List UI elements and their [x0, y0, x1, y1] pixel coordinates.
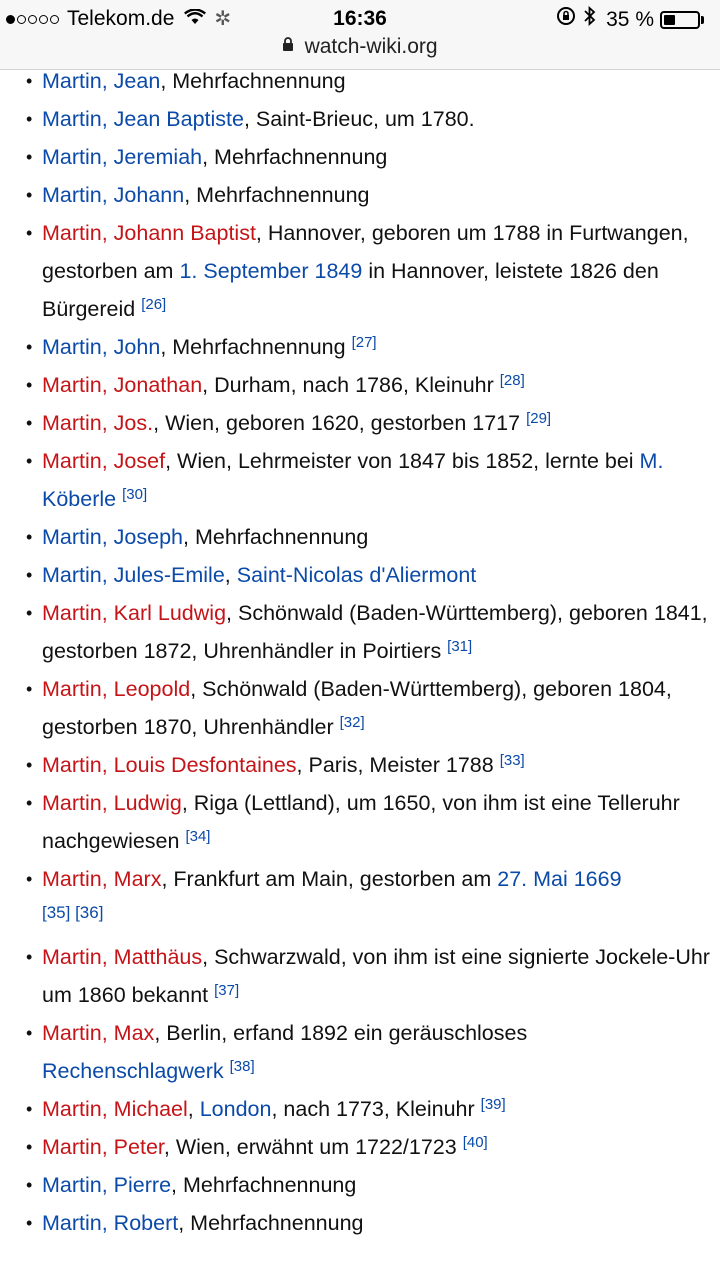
- entry-text: , Mehrfachnennung: [171, 1173, 357, 1197]
- inline-link[interactable]: Rechenschlagwerk: [42, 1059, 224, 1083]
- entry-text: ,: [187, 1097, 200, 1121]
- list-item: [0, 784, 720, 860]
- reference-link[interactable]: [32]: [339, 714, 365, 731]
- name-link[interactable]: Martin, Max: [42, 1021, 155, 1045]
- name-link[interactable]: Martin, Jean Baptiste: [42, 107, 244, 131]
- carrier-name: Telekom.de: [67, 7, 175, 30]
- reference-link[interactable]: [28]: [499, 372, 525, 389]
- name-link[interactable]: Martin, Pierre: [42, 1173, 172, 1197]
- entry-text: , Wien, geboren 1620, gestorben 1717: [153, 411, 527, 435]
- entry-text: , Hannover, geboren um 1788 in Furtwangen, gestorben am: [42, 221, 689, 283]
- entry-text: , Durham, nach 1786, Kleinuhr: [202, 373, 500, 397]
- reference-links[interactable]: [35] [36]: [42, 903, 104, 922]
- entry-text: , Wien, Lehrmeister von 1847 bis 1852, lernte bei: [165, 449, 640, 473]
- orientation-lock-icon: [556, 6, 576, 33]
- bluetooth-icon: [584, 6, 596, 33]
- list-item: [0, 556, 720, 594]
- name-link[interactable]: Martin, Johann Baptist: [42, 221, 256, 245]
- reference-link[interactable]: [30]: [122, 486, 148, 503]
- lock-icon: [282, 39, 298, 56]
- reference-link[interactable]: [34]: [185, 828, 211, 845]
- list-item: [0, 670, 720, 746]
- reference-link[interactable]: [37]: [214, 982, 240, 999]
- name-link[interactable]: Martin, Karl Ludwig: [42, 601, 227, 625]
- name-link[interactable]: Martin, Robert: [42, 1211, 179, 1235]
- list-item: [0, 938, 720, 1014]
- name-link[interactable]: Martin, Jeremiah: [42, 145, 203, 169]
- list-item: [0, 100, 720, 138]
- list-item: [0, 1014, 720, 1090]
- list-item: [0, 860, 720, 928]
- entry-text: , Mehrfachnennung: [178, 1211, 364, 1235]
- entry-text: , Schönwald (Baden-Württemberg), geboren 1841, gestorben 1872, Uhrenhändler in Poirtiers: [42, 601, 708, 663]
- list-item: [0, 176, 720, 214]
- entry-text: , Mehrfachnennung: [160, 335, 352, 359]
- list-item: [0, 366, 720, 404]
- battery-percentage: 35 %: [606, 7, 654, 31]
- reference-link[interactable]: [40]: [462, 1134, 488, 1151]
- entry-text: , Schönwald (Baden-Württemberg), geboren 1804, gestorben 1870, Uhrenhändler: [42, 677, 672, 739]
- entry-text: in Hannover, leistete 1826 den Bürgereid: [42, 259, 659, 321]
- clock: 16:36: [333, 7, 387, 30]
- entry-text: , Frankfurt am Main, gestorben am: [161, 867, 498, 891]
- entry-text: , Mehrfachnennung: [184, 183, 370, 207]
- entry-text: , nach 1773, Kleinuhr: [271, 1097, 481, 1121]
- list-item: [0, 328, 720, 366]
- name-link[interactable]: Martin, Michael: [42, 1097, 188, 1121]
- battery-level-fill: [664, 15, 675, 25]
- status-right: [556, 6, 704, 33]
- inline-link[interactable]: Saint-Nicolas d'Aliermont: [236, 563, 477, 587]
- entry-text: , Saint-Brieuc, um 1780.: [243, 107, 475, 131]
- name-link[interactable]: Martin, Ludwig: [42, 791, 182, 815]
- name-link[interactable]: Martin, Jean: [42, 69, 161, 93]
- list-item: [0, 1166, 720, 1204]
- name-link[interactable]: Martin, Johann: [42, 183, 185, 207]
- list-item: [0, 1128, 720, 1166]
- list-item: [0, 1204, 720, 1242]
- reference-link[interactable]: [39]: [480, 1096, 506, 1113]
- name-link[interactable]: Martin, Joseph: [42, 525, 184, 549]
- list-item: [0, 404, 720, 442]
- entry-text: , Wien, erwähnt um 1722/1723: [163, 1135, 463, 1159]
- list-item: [0, 594, 720, 670]
- inline-link[interactable]: M. Köberle: [42, 449, 664, 511]
- name-link[interactable]: Martin, John: [42, 335, 161, 359]
- reference-link[interactable]: [26]: [141, 296, 167, 313]
- list-item: [0, 1090, 720, 1128]
- url-domain: watch-wiki.org: [304, 35, 438, 58]
- browser-top-bar: [0, 0, 720, 70]
- date-link[interactable]: 1. September 1849: [179, 259, 363, 283]
- entry-text: ,: [224, 563, 237, 587]
- name-link[interactable]: Martin, Louis Desfontaines: [42, 753, 297, 777]
- name-link[interactable]: Martin, Leopold: [42, 677, 191, 701]
- reference-link[interactable]: [27]: [351, 334, 377, 351]
- watchmaker-list: [0, 62, 720, 1242]
- list-item: [0, 442, 720, 518]
- loading-spinner-icon: ✲: [214, 8, 232, 30]
- reference-link[interactable]: [29]: [526, 410, 552, 427]
- inline-link[interactable]: London: [199, 1097, 272, 1121]
- entry-text: , Mehrfachnennung: [183, 525, 369, 549]
- name-link[interactable]: Martin, Marx: [42, 867, 162, 891]
- entry-text: , Paris, Meister 1788: [296, 753, 500, 777]
- list-item: [0, 214, 720, 328]
- list-item: [0, 518, 720, 556]
- name-link[interactable]: Martin, Josef: [42, 449, 166, 473]
- reference-link[interactable]: [31]: [447, 638, 473, 655]
- entry-text: , Mehrfachnennung: [160, 69, 346, 93]
- reference-link[interactable]: [33]: [499, 752, 525, 769]
- url-bar[interactable]: [0, 34, 720, 61]
- list-item: [0, 746, 720, 784]
- entry-text: , Riga (Lettland), um 1650, von ihm ist eine Telleruhr nachgewiesen: [42, 791, 680, 853]
- list-item: [0, 62, 720, 100]
- inline-link[interactable]: 27. Mai 1669: [497, 867, 622, 891]
- name-link[interactable]: Martin, Jules-Emile: [42, 563, 225, 587]
- entry-text: , Mehrfachnennung: [202, 145, 388, 169]
- list-item: [0, 138, 720, 176]
- reference-link[interactable]: [38]: [229, 1058, 255, 1075]
- name-link[interactable]: Martin, Jos.: [42, 411, 154, 435]
- entry-text: , Berlin, erfand 1892 ein geräuschloses: [154, 1021, 528, 1045]
- entry-text: , Schwarzwald, von ihm ist eine signierte Jockele-Uhr um 1860 bekannt: [42, 945, 710, 1007]
- name-link[interactable]: Martin, Jonathan: [42, 373, 203, 397]
- battery-icon: [660, 11, 700, 29]
- name-link[interactable]: Martin, Matthäus: [42, 945, 203, 969]
- name-link[interactable]: Martin, Peter: [42, 1135, 164, 1159]
